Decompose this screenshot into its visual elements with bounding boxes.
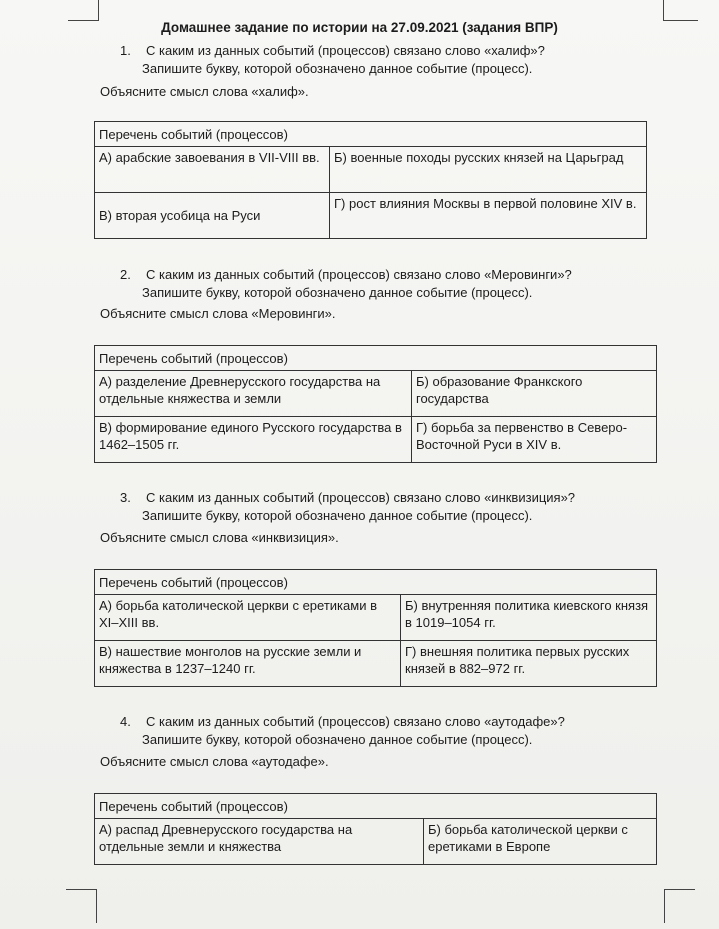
table-cell-d: Г) борьба за первенство в Северо-Восточной Руси в XIV в.	[412, 417, 657, 463]
question-number: 3.	[120, 490, 131, 505]
table-cell-b: Б) военные походы русских князей на Царьград	[330, 147, 647, 193]
events-table-3	[94, 569, 657, 687]
crop-mark-bottom-right	[664, 889, 695, 923]
table-header: Перечень событий (процессов)	[95, 794, 657, 819]
table-cell-b: Б) образование Франкского государства	[412, 371, 657, 417]
table-cell-b: Б) борьба католической церкви с еретиками в Европе	[424, 819, 657, 865]
table-cell-a: А) разделение Древнерусского государства на отдельные княжества и земли	[95, 371, 412, 417]
crop-mark-bottom-left	[66, 889, 97, 923]
question-instruction: Запишите букву, которой обозначено данное событие (процесс).	[142, 285, 533, 300]
document-title: Домашнее задание по истории на 27.09.2021 (задания ВПР)	[161, 20, 558, 35]
table-cell-c: В) нашествие монголов на русские земли и княжества в 1237–1240 гг.	[95, 641, 401, 687]
table-cell-b: Б) внутренняя политика киевского князя в 1019–1054 гг.	[401, 595, 657, 641]
question-instruction: Запишите букву, которой обозначено данное событие (процесс).	[142, 508, 533, 523]
question-3-explain: Объясните смысл слова «инквизиция».	[100, 530, 339, 545]
question-number: 4.	[120, 714, 131, 729]
question-instruction: Запишите букву, которой обозначено данное событие (процесс).	[142, 732, 533, 747]
question-number: 1.	[120, 43, 131, 58]
events-table-1	[94, 121, 647, 239]
question-number: 2.	[120, 267, 131, 282]
table-cell-a: А) арабские завоевания в VII-VIII вв.	[95, 147, 330, 193]
table-header: Перечень событий (процессов)	[95, 570, 657, 595]
table-cell-a: А) распад Древнерусского государства на отдельные земли и княжества	[95, 819, 424, 865]
question-instruction: Запишите букву, которой обозначено данное событие (процесс).	[142, 61, 533, 76]
question-1-explain: Объясните смысл слова «халиф».	[100, 84, 309, 99]
question-text: С каким из данных событий (процессов) связано слово «халиф»?	[146, 43, 545, 58]
question-text: С каким из данных событий (процессов) связано слово «инквизиция»?	[146, 490, 576, 505]
table-cell-a: А) борьба католической церкви с еретиками в XI–XIII вв.	[95, 595, 401, 641]
table-header: Перечень событий (процессов)	[95, 346, 657, 371]
table-cell-d: Г) рост влияния Москвы в первой половине XIV в.	[330, 193, 647, 239]
question-1	[120, 42, 545, 78]
question-2	[120, 266, 572, 302]
question-text: С каким из данных событий (процессов) связано слово «Меровинги»?	[146, 267, 572, 282]
question-4-explain: Объясните смысл слова «аутодафе».	[100, 754, 329, 769]
question-3	[120, 489, 575, 525]
question-2-explain: Объясните смысл слова «Меровинги».	[100, 306, 336, 321]
events-table-4	[94, 793, 657, 865]
table-cell-c: В) формирование единого Русского государства в 1462–1505 гг.	[95, 417, 412, 463]
question-text: С каким из данных событий (процессов) связано слово «аутодафе»?	[146, 714, 565, 729]
table-cell-d: Г) внешняя политика первых русских князей в 882–972 гг.	[401, 641, 657, 687]
table-cell-c: В) вторая усобица на Руси	[95, 193, 330, 239]
question-4	[120, 713, 565, 749]
events-table-2	[94, 345, 657, 463]
crop-mark-top-right	[663, 0, 698, 21]
table-header: Перечень событий (процессов)	[95, 122, 647, 147]
crop-mark-top-left	[68, 0, 99, 21]
